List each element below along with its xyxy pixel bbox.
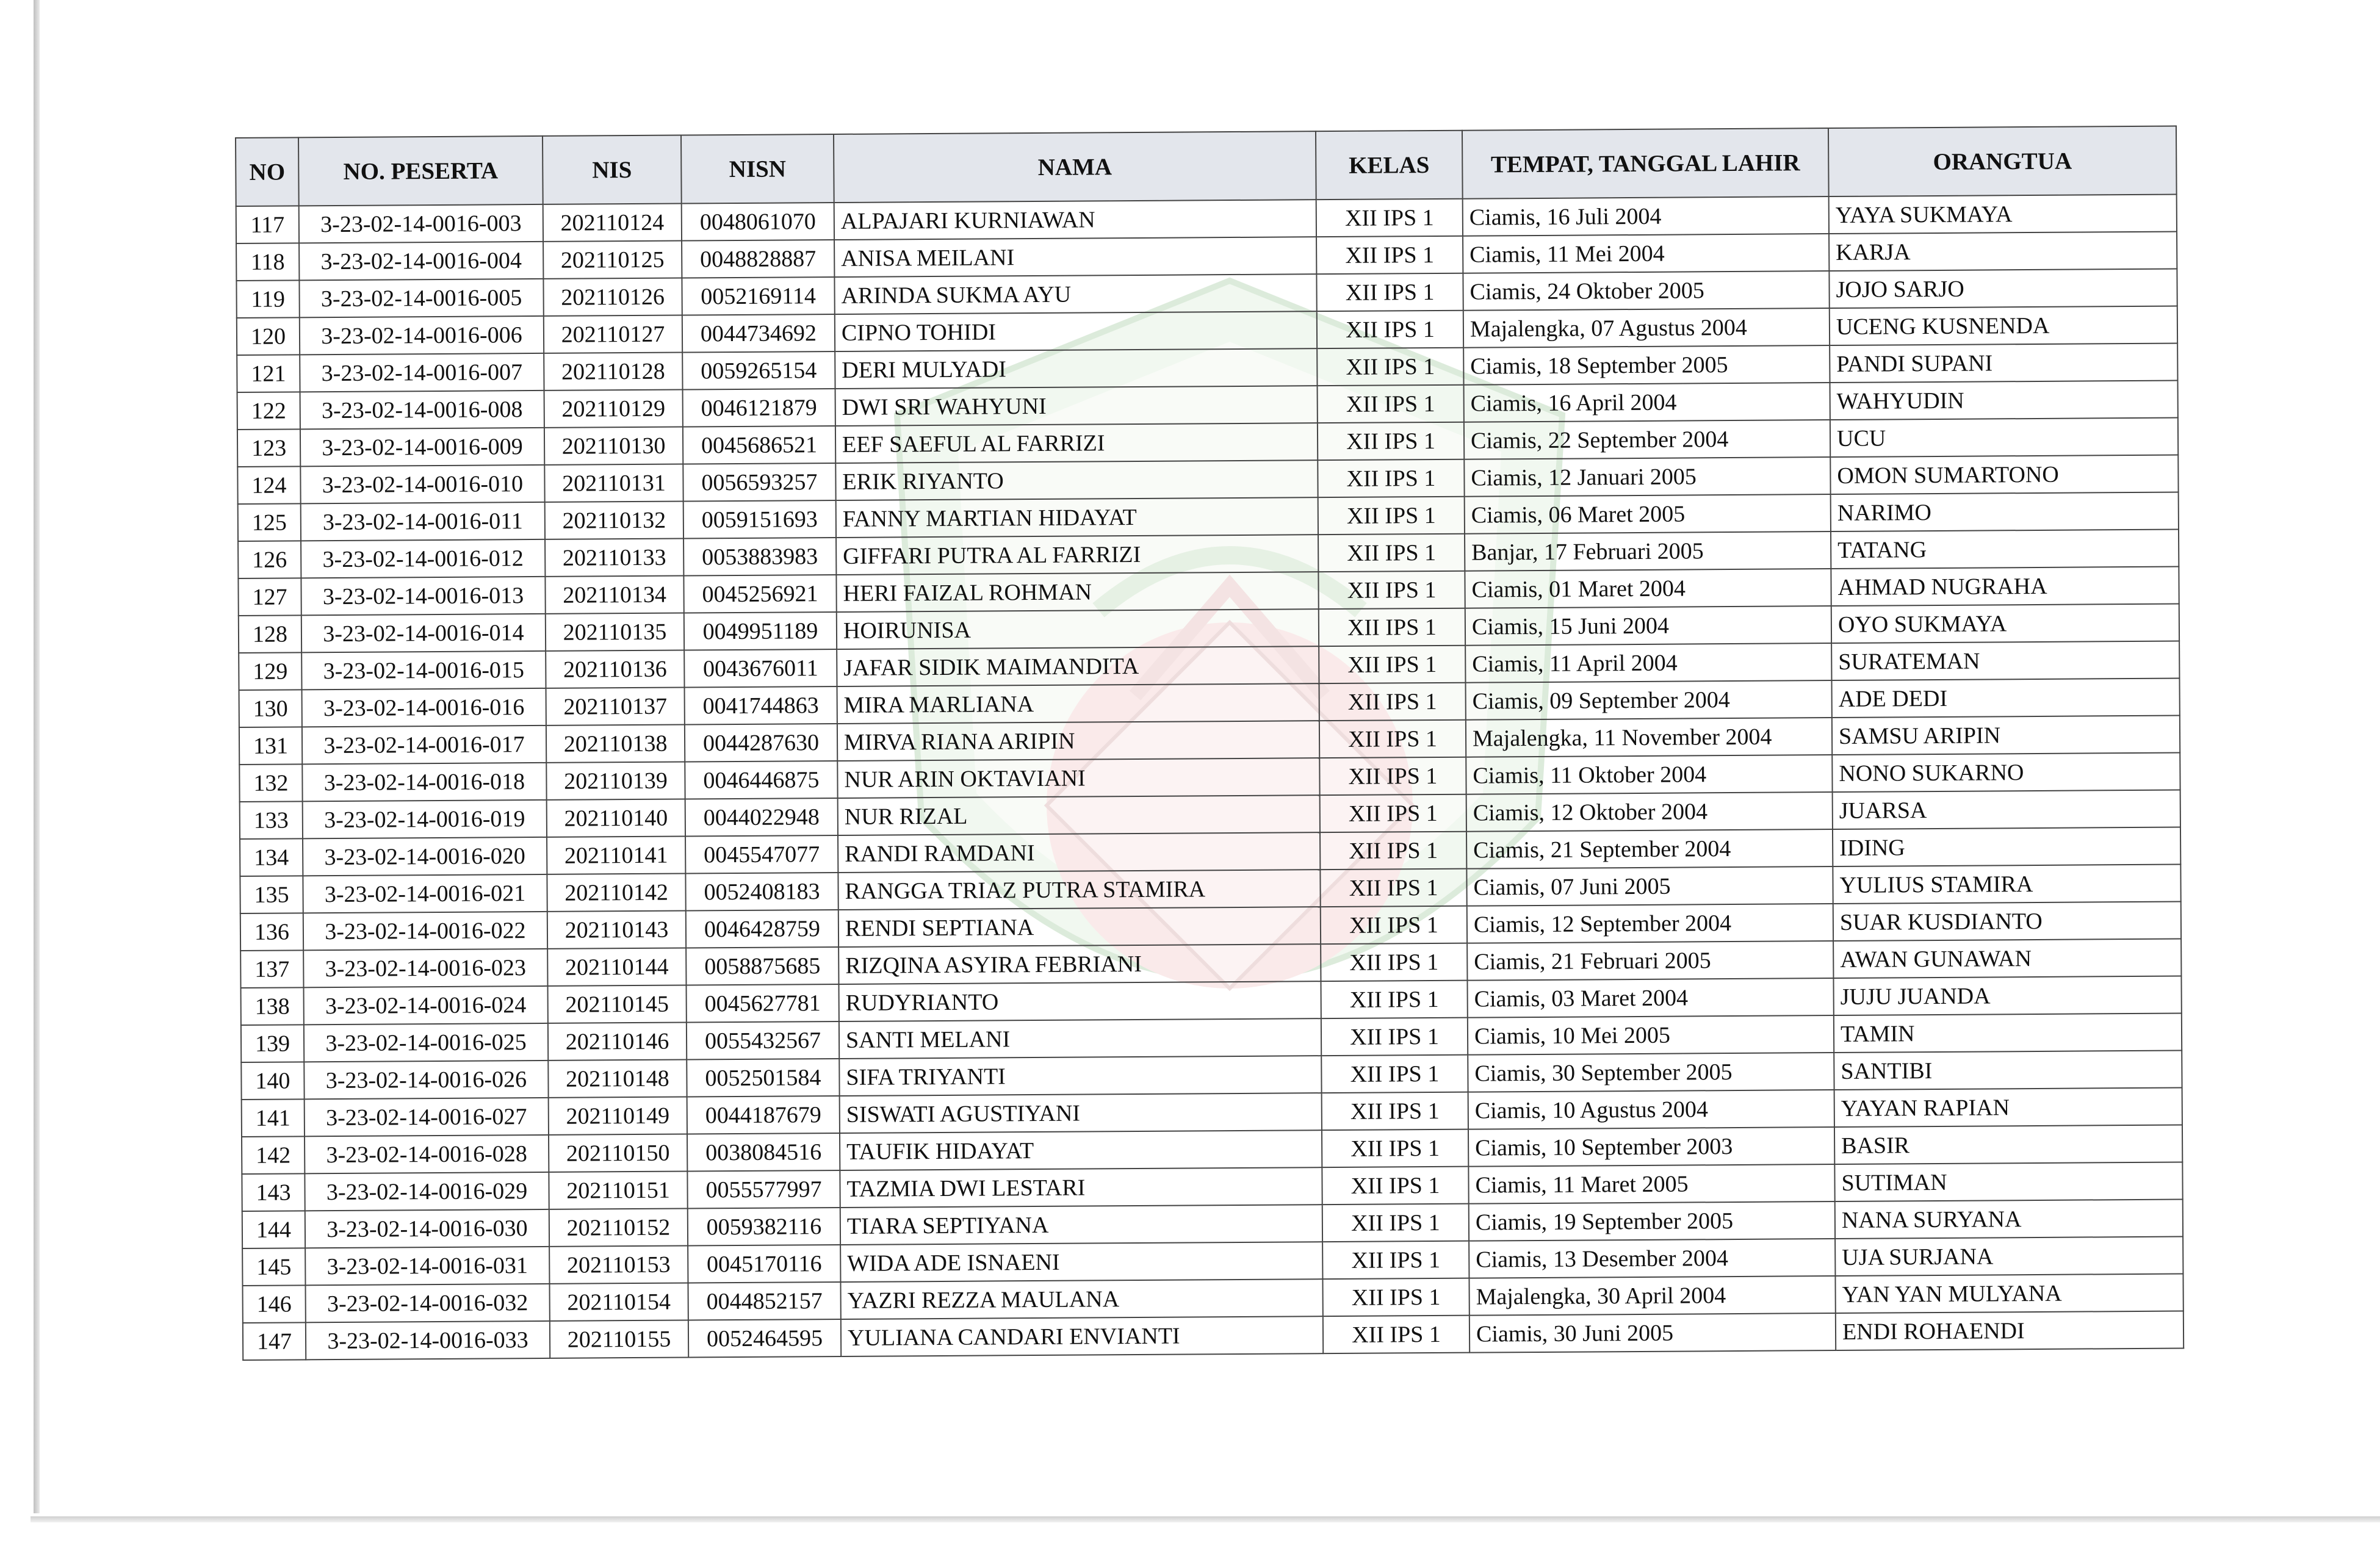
cell-nama: FANNY MARTIAN HIDAYAT [836, 497, 1318, 538]
cell-kelas: XII IPS 1 [1319, 646, 1465, 683]
cell-nis: 202110144 [547, 948, 686, 986]
cell-nama: ERIK RIYANTO [835, 460, 1318, 500]
cell-no-peserta: 3-23-02-14-0016-018 [302, 763, 546, 801]
cell-kelas: XII IPS 1 [1322, 1278, 1469, 1316]
cell-nisn: 0045686521 [683, 426, 835, 464]
scan-edge-bottom [31, 1516, 2380, 1522]
cell-nisn: 0044187679 [687, 1096, 840, 1134]
cell-tempat-tanggal-lahir: Ciamis, 07 Juni 2005 [1466, 866, 1833, 906]
cell-nis: 202110131 [544, 464, 683, 502]
cell-tempat-tanggal-lahir: Ciamis, 13 Desember 2004 [1469, 1239, 1835, 1278]
scan-edge-left [34, 0, 40, 1513]
col-header-tempat-tanggal-lahir: TEMPAT, TANGGAL LAHIR [1462, 128, 1829, 199]
cell-no: 122 [237, 392, 300, 430]
cell-no-peserta: 3-23-02-14-0016-031 [305, 1247, 549, 1285]
cell-kelas: XII IPS 1 [1322, 1167, 1468, 1205]
cell-no-peserta: 3-23-02-14-0016-006 [300, 316, 544, 355]
cell-no: 127 [238, 578, 301, 616]
cell-tempat-tanggal-lahir: Ciamis, 01 Maret 2004 [1465, 569, 1831, 608]
cell-nama: YULIANA CANDARI ENVIANTI [841, 1316, 1323, 1356]
cell-tempat-tanggal-lahir: Ciamis, 10 September 2003 [1468, 1127, 1834, 1167]
cell-nisn: 0053883983 [683, 538, 836, 576]
cell-nis: 202110142 [547, 874, 685, 912]
cell-no-peserta: 3-23-02-14-0016-013 [301, 577, 545, 615]
col-header-nis: NIS [543, 135, 682, 204]
cell-no-peserta: 3-23-02-14-0016-023 [303, 949, 547, 987]
cell-nama: WIDA ADE ISNAENI [840, 1242, 1322, 1282]
cell-nama: NUR RIZAL [838, 795, 1320, 835]
cell-orangtua: NONO SUKARNO [1832, 753, 2180, 792]
cell-nis: 202110136 [546, 650, 684, 688]
cell-nama: MIRVA RIANA ARIPIN [837, 721, 1319, 761]
cell-tempat-tanggal-lahir: Ciamis, 06 Maret 2005 [1465, 494, 1831, 534]
cell-kelas: XII IPS 1 [1318, 459, 1464, 497]
cell-tempat-tanggal-lahir: Ciamis, 19 September 2005 [1469, 1201, 1835, 1241]
cell-orangtua: SURATEMAN [1831, 641, 2179, 680]
cell-orangtua: JOJO SARJO [1829, 269, 2177, 308]
cell-tempat-tanggal-lahir: Ciamis, 11 Oktober 2004 [1466, 755, 1832, 794]
cell-no-peserta: 3-23-02-14-0016-032 [305, 1284, 549, 1322]
table-header-row [236, 126, 2177, 206]
cell-kelas: XII IPS 1 [1319, 757, 1466, 795]
cell-orangtua: JUJU JUANDA [1833, 976, 2181, 1015]
cell-tempat-tanggal-lahir: Ciamis, 12 September 2004 [1467, 904, 1833, 943]
cell-no-peserta: 3-23-02-14-0016-026 [304, 1061, 548, 1099]
cell-no-peserta: 3-23-02-14-0016-028 [305, 1135, 549, 1173]
cell-tempat-tanggal-lahir: Ciamis, 18 September 2005 [1463, 345, 1830, 385]
cell-orangtua: AWAN GUNAWAN [1833, 939, 2181, 978]
cell-nis: 202110126 [543, 278, 682, 316]
cell-tempat-tanggal-lahir: Banjar, 17 Februari 2005 [1465, 531, 1831, 571]
cell-no: 124 [237, 466, 300, 504]
cell-no-peserta: 3-23-02-14-0016-029 [305, 1172, 549, 1211]
cell-orangtua: YAYAN RAPIAN [1834, 1088, 2182, 1127]
cell-tempat-tanggal-lahir: Majalengka, 11 November 2004 [1466, 718, 1832, 757]
cell-tempat-tanggal-lahir: Ciamis, 11 April 2004 [1465, 643, 1831, 683]
cell-orangtua: TAMIN [1834, 1014, 2182, 1053]
student-roster-table [235, 126, 2184, 1361]
cell-nisn: 0048061070 [682, 203, 834, 241]
cell-nis: 202110154 [549, 1283, 688, 1320]
cell-nisn: 0043676011 [684, 649, 837, 688]
cell-tempat-tanggal-lahir: Ciamis, 21 Februari 2005 [1467, 941, 1833, 981]
cell-tempat-tanggal-lahir: Ciamis, 10 Agustus 2004 [1468, 1090, 1834, 1129]
cell-nama: SIFA TRIYANTI [839, 1056, 1321, 1096]
cell-kelas: XII IPS 1 [1318, 422, 1464, 460]
cell-nama: SISWATI AGUSTIYANI [840, 1093, 1322, 1133]
cell-nis: 202110124 [543, 204, 682, 242]
cell-orangtua: ENDI ROHAENDI [1836, 1311, 2183, 1350]
cell-nama: HERI FAIZAL ROHMAN [836, 572, 1318, 612]
cell-no: 145 [242, 1248, 305, 1286]
cell-orangtua: ADE DEDI [1831, 679, 2179, 718]
cell-nisn: 0044852157 [688, 1282, 840, 1320]
cell-nisn: 0052408183 [685, 873, 838, 911]
cell-no: 135 [240, 876, 303, 913]
cell-no: 134 [240, 838, 303, 876]
cell-no-peserta: 3-23-02-14-0016-019 [303, 800, 547, 838]
cell-nama: NUR ARIN OKTAVIANI [837, 758, 1319, 798]
cell-nama: TAUFIK HIDAYAT [840, 1130, 1322, 1170]
cell-nis: 202110140 [547, 799, 685, 837]
cell-nama: ARINDA SUKMA AYU [834, 274, 1316, 314]
cell-nis: 202110133 [545, 539, 683, 577]
cell-nis: 202110145 [548, 985, 687, 1023]
cell-nis: 202110125 [543, 241, 682, 279]
cell-tempat-tanggal-lahir: Ciamis, 16 Juli 2004 [1463, 196, 1829, 236]
cell-nama: TIARA SEPTIYANA [840, 1205, 1322, 1245]
cell-orangtua: UCU [1830, 418, 2178, 457]
cell-kelas: XII IPS 1 [1319, 608, 1465, 646]
cell-kelas: XII IPS 1 [1321, 943, 1467, 981]
cell-nis: 202110135 [546, 613, 684, 651]
cell-nama: RANGGA TRIAZ PUTRA STAMIRA [838, 870, 1320, 910]
cell-nama: CIPNO TOHIDI [835, 311, 1317, 351]
cell-kelas: XII IPS 1 [1319, 720, 1466, 758]
cell-kelas: XII IPS 1 [1316, 236, 1463, 274]
cell-no: 126 [238, 541, 301, 578]
cell-no-peserta: 3-23-02-14-0016-027 [305, 1098, 549, 1136]
cell-no-peserta: 3-23-02-14-0016-003 [299, 204, 543, 243]
cell-nama: HOIRUNISA [837, 609, 1319, 649]
cell-orangtua: NANA SURYANA [1835, 1200, 2183, 1239]
cell-nis: 202110132 [545, 502, 683, 539]
cell-no-peserta: 3-23-02-14-0016-007 [300, 353, 544, 392]
cell-orangtua: SANTIBI [1834, 1051, 2182, 1090]
col-header-no: NO [236, 137, 299, 206]
cell-no: 118 [236, 243, 299, 281]
cell-orangtua: YULIUS STAMIRA [1833, 865, 2180, 904]
cell-tempat-tanggal-lahir: Ciamis, 15 Juni 2004 [1465, 606, 1831, 646]
cell-orangtua: SAMSU ARIPIN [1832, 716, 2180, 755]
cell-no-peserta: 3-23-02-14-0016-016 [302, 688, 546, 727]
cell-orangtua: OMON SUMARTONO [1830, 455, 2178, 494]
cell-orangtua: SUTIMAN [1834, 1162, 2182, 1201]
cell-no: 123 [237, 429, 300, 467]
cell-nama: RENDI SEPTIANA [838, 907, 1321, 947]
cell-tempat-tanggal-lahir: Majalengka, 30 April 2004 [1469, 1276, 1835, 1316]
cell-no: 143 [242, 1173, 305, 1211]
cell-nis: 202110139 [546, 762, 685, 800]
cell-nama: TAZMIA DWI LESTARI [840, 1167, 1322, 1208]
cell-no-peserta: 3-23-02-14-0016-017 [302, 726, 546, 764]
cell-nisn: 0045170116 [688, 1245, 840, 1283]
cell-no: 129 [239, 652, 301, 690]
cell-no-peserta: 3-23-02-14-0016-033 [306, 1321, 550, 1360]
cell-kelas: XII IPS 1 [1318, 497, 1465, 535]
cell-no-peserta: 3-23-02-14-0016-020 [303, 837, 547, 876]
cell-kelas: XII IPS 1 [1320, 832, 1466, 870]
cell-kelas: XII IPS 1 [1320, 869, 1466, 907]
col-header-nisn: NISN [681, 134, 834, 204]
cell-no: 128 [239, 615, 301, 653]
col-header-orangtua: ORANGTUA [1828, 126, 2177, 196]
cell-orangtua: PANDI SUPANI [1830, 344, 2177, 383]
cell-nisn: 0041744863 [685, 686, 837, 725]
cell-tempat-tanggal-lahir: Ciamis, 10 Mei 2005 [1468, 1015, 1834, 1055]
cell-no: 142 [242, 1136, 305, 1174]
cell-kelas: XII IPS 1 [1316, 199, 1463, 237]
cell-nisn: 0049951189 [684, 612, 837, 650]
cell-no-peserta: 3-23-02-14-0016-009 [300, 428, 544, 466]
cell-orangtua: OYO SUKMAYA [1831, 604, 2179, 643]
cell-no: 132 [239, 764, 302, 802]
cell-tempat-tanggal-lahir: Ciamis, 22 September 2004 [1464, 420, 1830, 459]
cell-tempat-tanggal-lahir: Ciamis, 09 September 2004 [1465, 680, 1831, 720]
cell-orangtua: SUAR KUSDIANTO [1833, 902, 2181, 941]
cell-nama: ALPAJARI KURNIAWAN [834, 200, 1316, 240]
cell-orangtua: AHMAD NUGRAHA [1831, 567, 2179, 606]
cell-nama: RANDI RAMDANI [838, 832, 1320, 873]
cell-nis: 202110138 [546, 725, 685, 763]
cell-nis: 202110129 [544, 390, 683, 428]
cell-nama: ANISA MEILANI [834, 237, 1316, 277]
cell-nisn: 0046428759 [686, 910, 838, 948]
cell-nisn: 0038084516 [687, 1133, 840, 1172]
cell-no-peserta: 3-23-02-14-0016-008 [300, 391, 544, 429]
cell-no: 130 [239, 690, 302, 727]
cell-kelas: XII IPS 1 [1319, 683, 1466, 721]
cell-nama: EEF SAEFUL AL FARRIZI [835, 423, 1318, 463]
cell-orangtua: UCENG KUSNENDA [1830, 306, 2177, 345]
cell-nama: RIZQINA ASYIRA FEBRIANI [838, 944, 1321, 984]
cell-no-peserta: 3-23-02-14-0016-025 [304, 1023, 548, 1062]
cell-nisn: 0052464595 [688, 1319, 841, 1358]
cell-nis: 202110130 [544, 427, 683, 465]
cell-nama: YAZRI REZZA MAULANA [840, 1279, 1322, 1319]
cell-orangtua: BASIR [1834, 1125, 2182, 1164]
cell-nisn: 0058875685 [686, 947, 838, 985]
cell-nis: 202110134 [545, 576, 683, 614]
cell-kelas: XII IPS 1 [1321, 906, 1467, 944]
cell-nama: DWI SRI WAHYUNI [835, 386, 1318, 426]
cell-nis: 202110152 [549, 1209, 688, 1247]
cell-kelas: XII IPS 1 [1322, 1129, 1468, 1167]
cell-no: 119 [236, 280, 299, 318]
cell-no: 137 [240, 950, 303, 988]
cell-no-peserta: 3-23-02-14-0016-024 [304, 986, 548, 1025]
cell-tempat-tanggal-lahir: Ciamis, 03 Maret 2004 [1467, 978, 1833, 1018]
cell-kelas: XII IPS 1 [1318, 385, 1464, 423]
cell-nisn: 0046121879 [683, 389, 835, 427]
cell-no: 139 [241, 1025, 304, 1062]
col-header-nama: NAMA [834, 131, 1316, 203]
cell-nisn: 0056593257 [683, 463, 835, 502]
cell-nisn: 0044287630 [685, 724, 837, 762]
cell-nisn: 0055432567 [687, 1021, 839, 1060]
cell-orangtua: YAYA SUKMAYA [1829, 195, 2177, 234]
cell-nama: DERI MULYADI [835, 348, 1317, 389]
cell-kelas: XII IPS 1 [1317, 348, 1463, 386]
cell-orangtua: NARIMO [1831, 492, 2179, 531]
cell-nis: 202110150 [549, 1134, 687, 1172]
cell-nis: 202110153 [549, 1246, 688, 1284]
cell-no-peserta: 3-23-02-14-0016-004 [299, 242, 543, 280]
cell-nisn: 0055577997 [687, 1170, 840, 1209]
cell-no: 144 [242, 1211, 305, 1248]
cell-orangtua: UJA SURJANA [1835, 1237, 2183, 1276]
cell-nis: 202110149 [549, 1097, 687, 1135]
cell-kelas: XII IPS 1 [1321, 1018, 1468, 1056]
cell-nisn: 0048828887 [682, 240, 834, 278]
cell-no: 133 [240, 801, 303, 839]
cell-no: 138 [241, 987, 304, 1025]
cell-nisn: 0046446875 [685, 761, 837, 799]
cell-no: 121 [237, 355, 300, 392]
cell-no-peserta: 3-23-02-14-0016-021 [303, 874, 547, 913]
cell-no-peserta: 3-23-02-14-0016-022 [303, 912, 547, 950]
cell-tempat-tanggal-lahir: Ciamis, 12 Oktober 2004 [1466, 792, 1833, 832]
cell-nis: 202110137 [546, 688, 685, 726]
cell-no: 136 [240, 913, 303, 951]
cell-nisn: 0045627781 [687, 984, 839, 1023]
cell-nis: 202110143 [547, 911, 686, 949]
cell-no: 125 [238, 503, 301, 541]
cell-nisn: 0059265154 [682, 351, 835, 390]
cell-nis: 202110146 [548, 1023, 687, 1061]
cell-orangtua: YAN YAN MULYANA [1835, 1274, 2183, 1313]
cell-tempat-tanggal-lahir: Ciamis, 30 Juni 2005 [1469, 1313, 1836, 1353]
cell-kelas: XII IPS 1 [1318, 571, 1465, 609]
cell-tempat-tanggal-lahir: Ciamis, 12 Januari 2005 [1464, 457, 1830, 497]
cell-nisn: 0059151693 [683, 500, 836, 539]
cell-nama: SANTI MELANI [839, 1018, 1321, 1059]
cell-nis: 202110128 [544, 353, 682, 391]
cell-nama: RUDYRIANTO [838, 981, 1321, 1021]
table-body [236, 195, 2183, 1360]
cell-no: 141 [242, 1099, 305, 1137]
cell-kelas: XII IPS 1 [1318, 534, 1465, 572]
cell-nis: 202110141 [547, 837, 685, 874]
cell-tempat-tanggal-lahir: Ciamis, 11 Maret 2005 [1468, 1164, 1834, 1204]
cell-nisn: 0045547077 [685, 835, 838, 874]
cell-no: 120 [237, 317, 300, 355]
cell-nisn: 0052169114 [682, 277, 834, 315]
cell-orangtua: TATANG [1831, 530, 2179, 569]
cell-nama: GIFFARI PUTRA AL FARRIZI [836, 535, 1318, 575]
cell-nis: 202110148 [548, 1060, 687, 1098]
cell-no-peserta: 3-23-02-14-0016-014 [301, 614, 546, 652]
cell-tempat-tanggal-lahir: Majalengka, 07 Agustus 2004 [1463, 308, 1830, 348]
cell-kelas: XII IPS 1 [1322, 1241, 1469, 1279]
cell-nis: 202110151 [549, 1172, 687, 1209]
cell-orangtua: IDING [1833, 827, 2180, 866]
col-header-no-peserta: NO. PESERTA [298, 136, 543, 206]
cell-nis: 202110127 [544, 315, 682, 353]
cell-tempat-tanggal-lahir: Ciamis, 24 Oktober 2005 [1463, 271, 1829, 311]
cell-no: 140 [241, 1062, 304, 1100]
cell-tempat-tanggal-lahir: Ciamis, 21 September 2004 [1466, 829, 1833, 869]
cell-no-peserta: 3-23-02-14-0016-005 [299, 279, 543, 317]
cell-no: 131 [239, 727, 302, 765]
cell-no-peserta: 3-23-02-14-0016-030 [305, 1209, 549, 1248]
cell-no: 147 [243, 1322, 306, 1360]
cell-kelas: XII IPS 1 [1321, 1055, 1468, 1093]
col-header-kelas: KELAS [1316, 131, 1463, 200]
cell-no: 146 [242, 1285, 305, 1323]
cell-kelas: XII IPS 1 [1322, 1204, 1469, 1242]
cell-no-peserta: 3-23-02-14-0016-010 [300, 465, 544, 503]
cell-nisn: 0044022948 [685, 798, 838, 837]
cell-kelas: XII IPS 1 [1316, 273, 1463, 311]
cell-nisn: 0059382116 [688, 1208, 840, 1246]
cell-orangtua: WAHYUDIN [1830, 381, 2178, 420]
cell-kelas: XII IPS 1 [1320, 794, 1466, 832]
cell-orangtua: JUARSA [1833, 790, 2180, 829]
cell-no: 117 [236, 206, 299, 243]
cell-nama: JAFAR SIDIK MAIMANDITA [837, 646, 1319, 686]
cell-tempat-tanggal-lahir: Ciamis, 16 April 2004 [1464, 383, 1830, 422]
cell-kelas: XII IPS 1 [1317, 311, 1463, 348]
cell-nisn: 0044734692 [682, 314, 835, 353]
cell-no-peserta: 3-23-02-14-0016-012 [301, 539, 545, 578]
cell-tempat-tanggal-lahir: Ciamis, 30 September 2005 [1468, 1053, 1834, 1092]
cell-kelas: XII IPS 1 [1321, 981, 1467, 1018]
cell-no-peserta: 3-23-02-14-0016-015 [301, 651, 546, 690]
cell-nisn: 0045256921 [683, 575, 836, 613]
cell-nisn: 0052501584 [687, 1059, 839, 1097]
cell-kelas: XII IPS 1 [1322, 1092, 1468, 1130]
cell-tempat-tanggal-lahir: Ciamis, 11 Mei 2004 [1463, 234, 1829, 273]
cell-kelas: XII IPS 1 [1323, 1316, 1469, 1353]
cell-nama: MIRA MARLIANA [837, 683, 1319, 724]
cell-nis: 202110155 [550, 1320, 688, 1358]
cell-orangtua: KARJA [1829, 232, 2177, 271]
cell-no-peserta: 3-23-02-14-0016-011 [301, 502, 545, 541]
